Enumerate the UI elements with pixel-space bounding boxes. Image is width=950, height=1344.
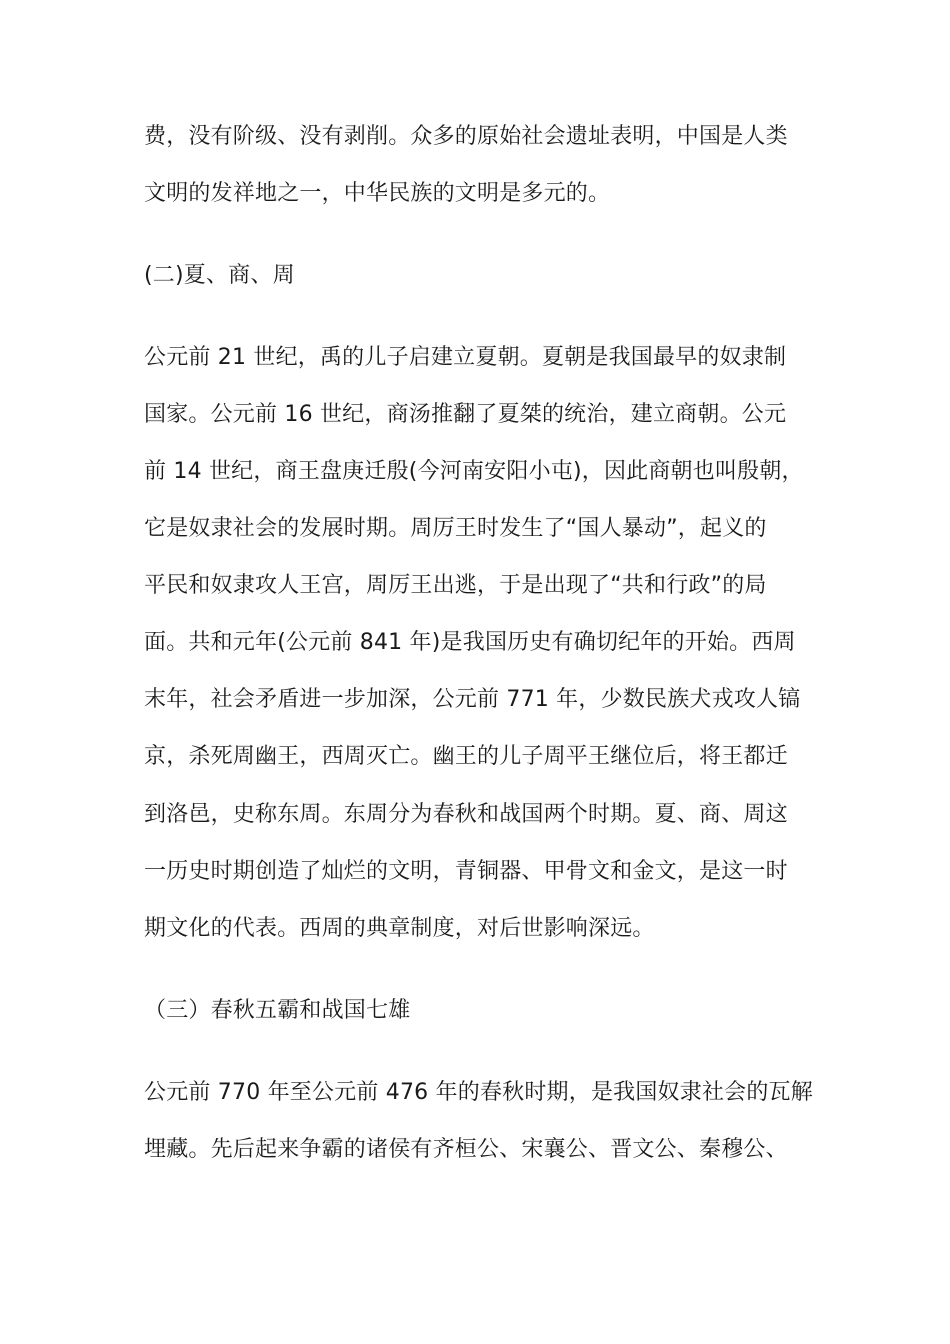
section-heading: (二)夏、商、周 — [144, 263, 295, 288]
paragraph-line: 公元前 21 世纪，禹的儿子启建立夏朝。夏朝是我国最早的奴隶制 — [144, 345, 787, 370]
paragraph-line: 公元前 770 年至公元前 476 年的春秋时期，是我国奴隶社会的瓦解 — [144, 1080, 813, 1105]
paragraph-line: 前 14 世纪，商王盘庚迁殷(今河南安阳小屯)，因此商朝也叫殷朝， — [144, 459, 804, 484]
paragraph-line: 费，没有阶级、没有剥削。众多的原始社会遗址表明，中国是人类 — [144, 124, 788, 149]
paragraph-line: 一历史时期创造了灿烂的文明，青铜器、甲骨文和金文，是这一时 — [144, 859, 788, 884]
section-heading: （三）春秋五霸和战国七雄 — [144, 998, 411, 1023]
paragraph-line: 埋藏。先后起来争霸的诸侯有齐桓公、宋襄公、晋文公、秦穆公、 — [144, 1137, 788, 1162]
paragraph-line: 末年，社会矛盾进一步加深，公元前 771 年，少数民族犬戎攻人镐 — [144, 687, 801, 712]
paragraph-line: 文明的发祥地之一，中华民族的文明是多元的。 — [144, 181, 611, 206]
paragraph-line: 到洛邑，史称东周。东周分为春秋和战国两个时期。夏、商、周这 — [144, 802, 788, 827]
paragraph-line: 面。共和元年(公元前 841 年)是我国历史有确切纪年的开始。西周 — [144, 630, 796, 655]
paragraph-line: 京，杀死周幽王，西周灭亡。幽王的儿子周平王继位后，将王都迁 — [144, 744, 788, 769]
paragraph-line: 国家。公元前 16 世纪，商汤推翻了夏桀的统治，建立商朝。公元 — [144, 402, 787, 427]
paragraph-line: 期文化的代表。西周的典章制度，对后世影响深远。 — [144, 916, 655, 941]
paragraph-line: 平民和奴隶攻人王宫，周厉王出逃，于是出现了“共和行政”的局 — [144, 573, 767, 598]
paragraph-line: 它是奴隶社会的发展时期。周厉王时发生了“国人暴动”，起义的 — [144, 516, 767, 541]
